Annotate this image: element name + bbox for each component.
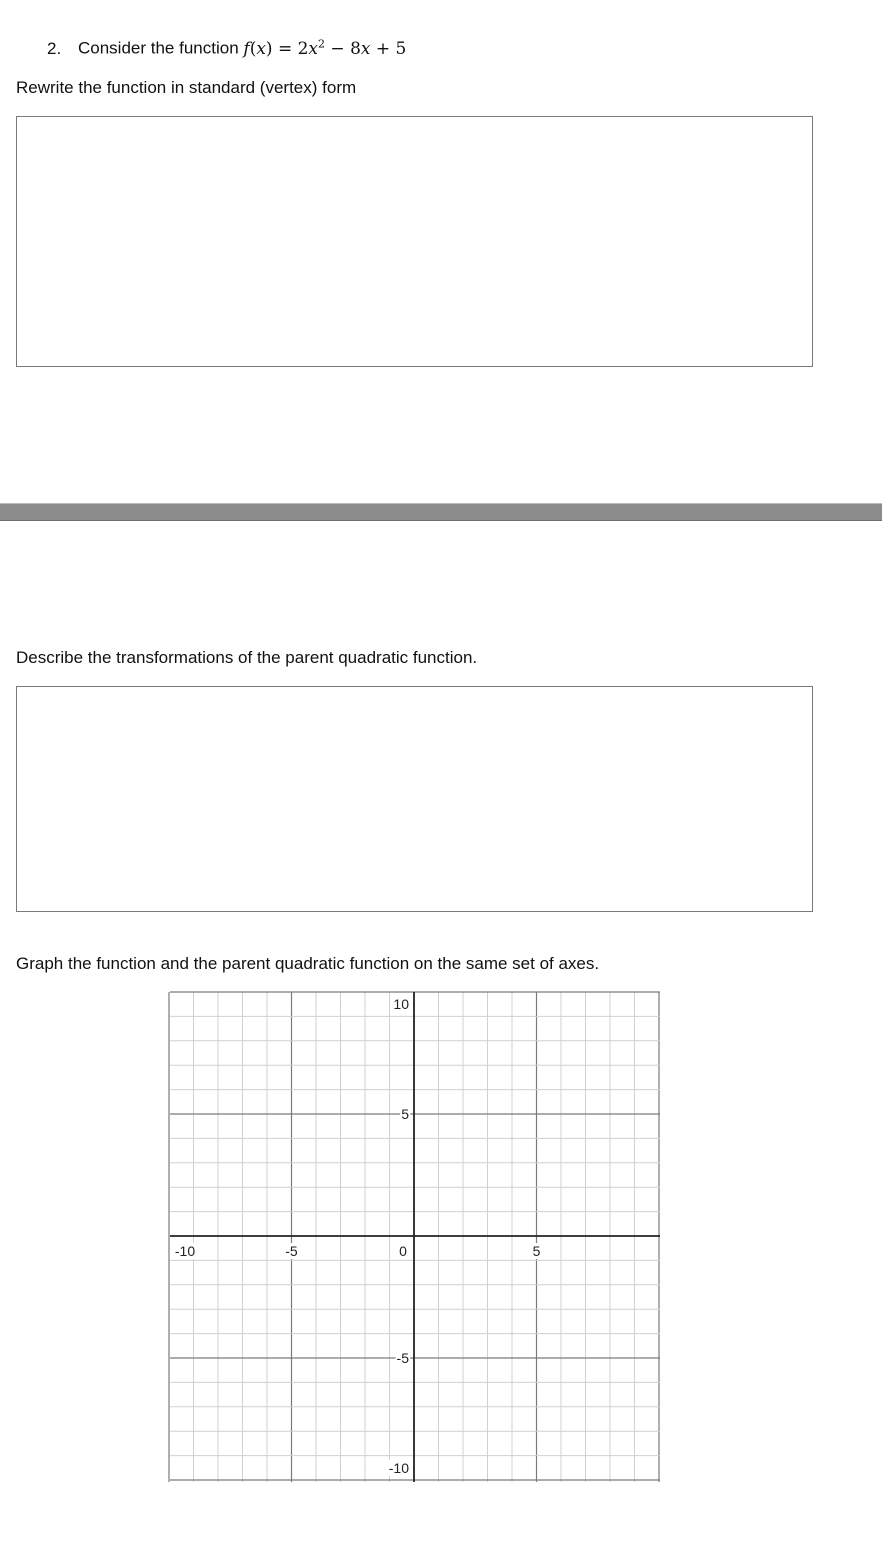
x-tick-label: -10 — [174, 1243, 196, 1259]
y-tick-label: -10 — [388, 1460, 409, 1476]
x-tick-label: 5 — [532, 1243, 541, 1259]
y-tick-label: 5 — [401, 1106, 409, 1122]
graph-prompt: Graph the function and the parent quadratic function on the same set of axes. — [16, 954, 600, 973]
y-tick-label: 10 — [393, 996, 409, 1012]
transformations-prompt: Describe the transformations of the parent quadratic function. — [16, 648, 478, 667]
y-tick-label: -5 — [396, 1350, 409, 1366]
question-number: 2. — [47, 38, 62, 58]
function-expression: $f(x) = 2x^2 - 8x + 5$ — [243, 37, 407, 59]
question-intro: Consider the function — [78, 38, 239, 58]
x-tick-label: -5 — [285, 1243, 298, 1259]
vertex-form-prompt: Rewrite the function in standard (vertex) form — [16, 78, 357, 97]
x-tick-label: 0 — [399, 1243, 407, 1259]
